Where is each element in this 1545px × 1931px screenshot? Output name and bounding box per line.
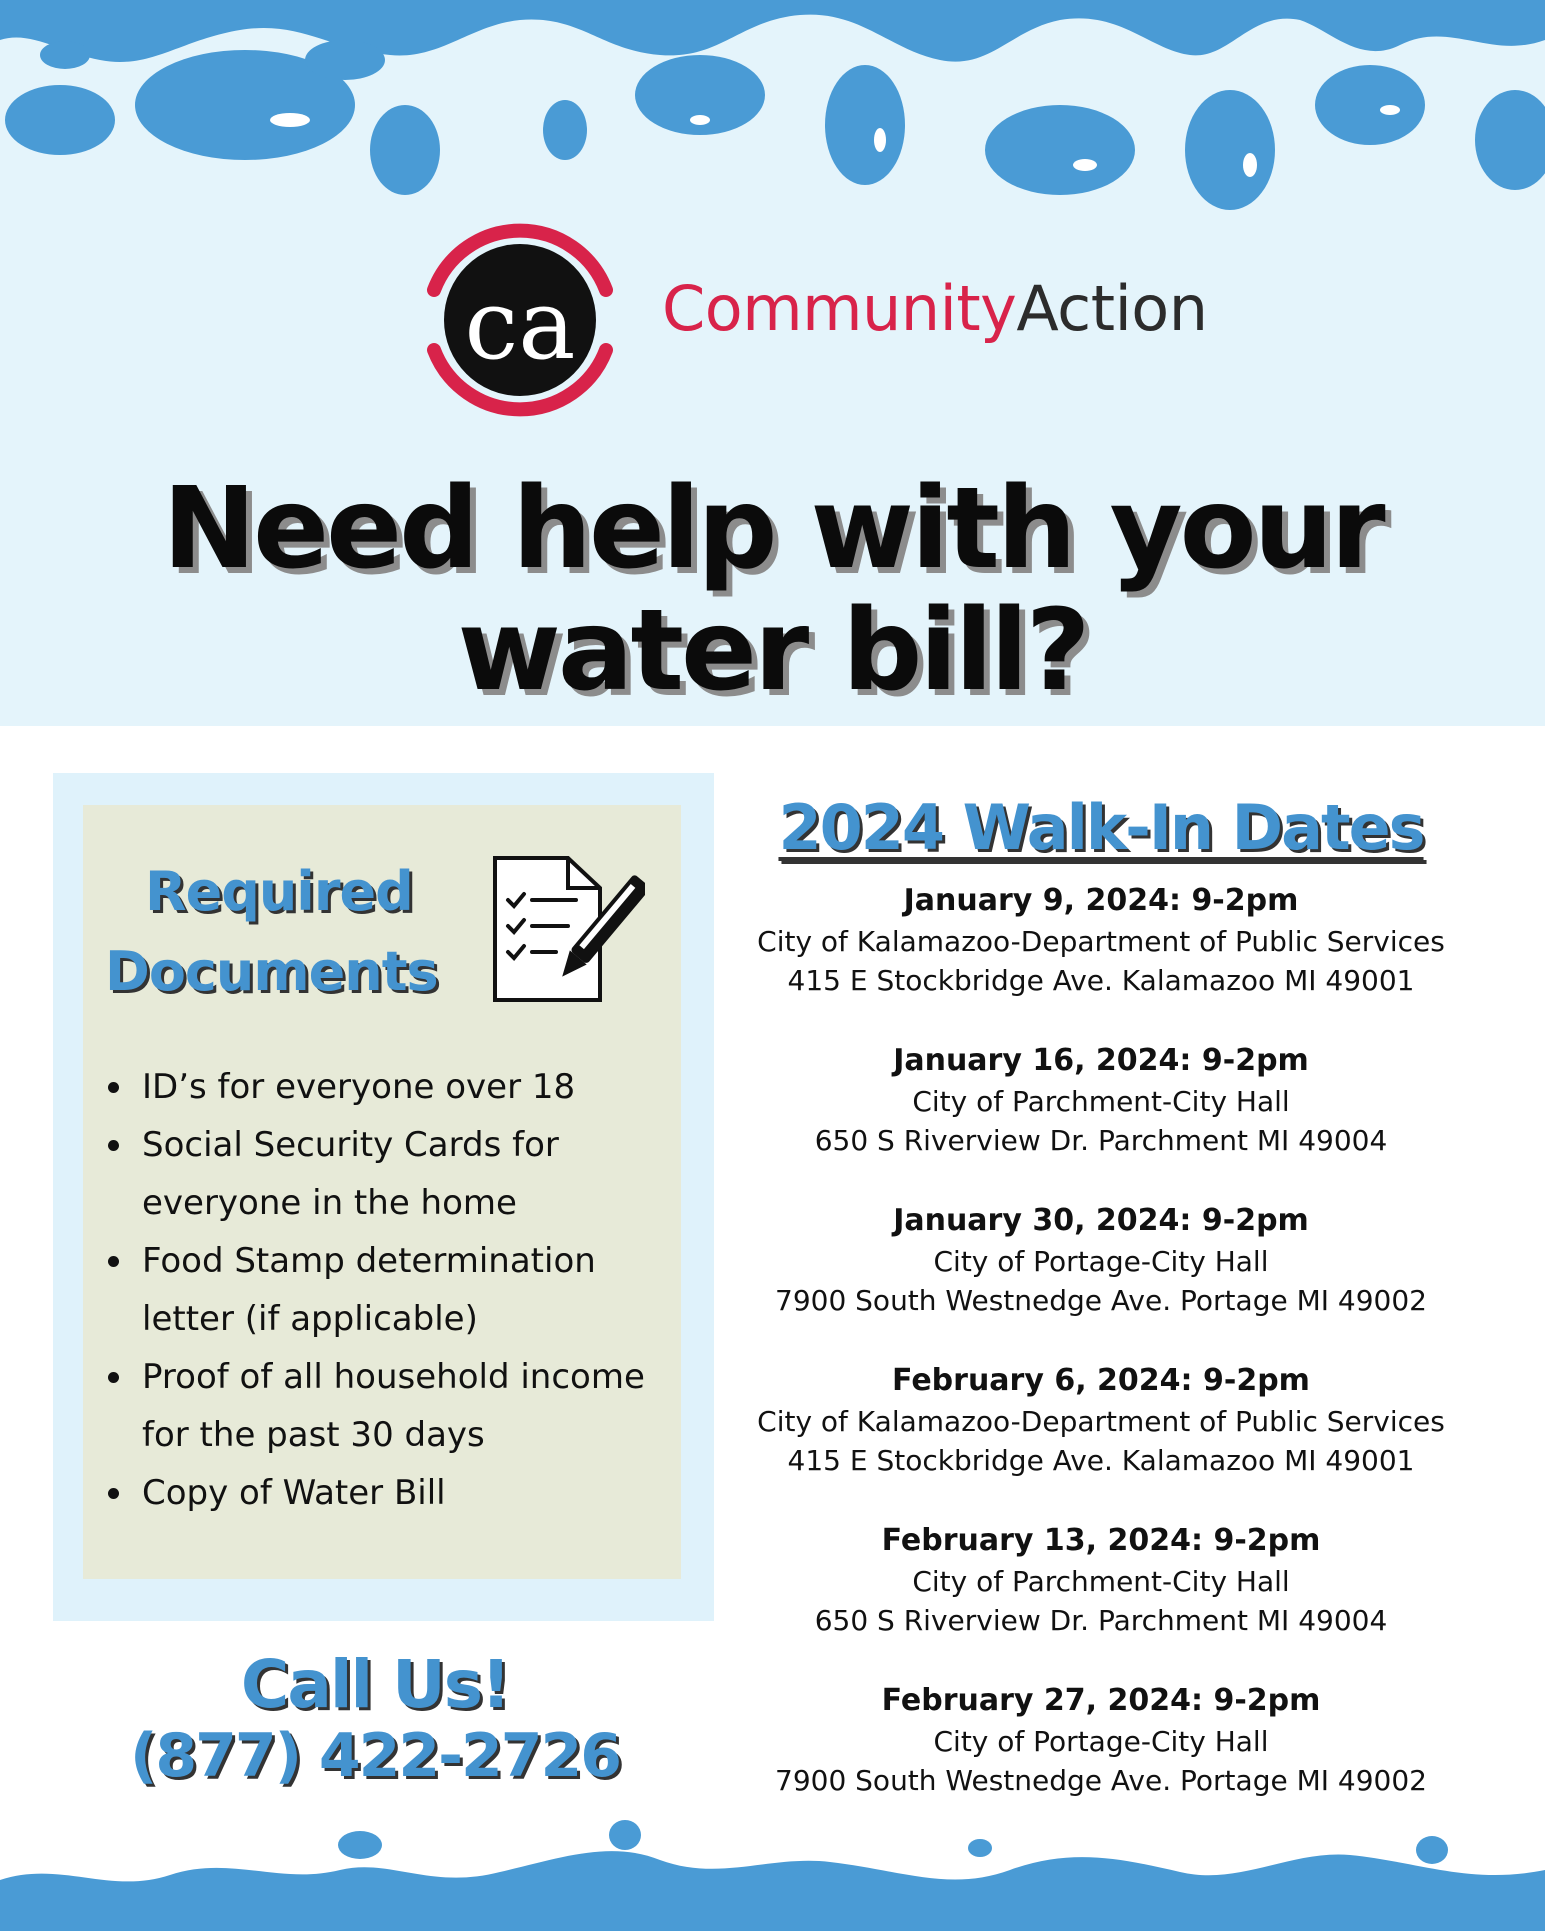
walk-in-events-list xyxy=(738,880,1464,1840)
event-location: City of Portage-City Hall xyxy=(933,1245,1269,1278)
event-date: February 27, 2024: 9-2pm xyxy=(881,1683,1321,1718)
logo-word-community: Community xyxy=(662,272,1017,345)
list-item xyxy=(738,1040,1464,1200)
event-date: January 16, 2024: 9-2pm xyxy=(893,1043,1309,1078)
event-location: City of Parchment-City Hall xyxy=(912,1565,1290,1598)
event-location: City of Portage-City Hall xyxy=(933,1725,1269,1758)
list-item: ID’s for everyone over 18 xyxy=(100,1058,680,1116)
list-item: Proof of all household income for the past 30 days xyxy=(100,1348,680,1464)
event-address: 415 E Stockbridge Ave. Kalamazoo MI 49001 xyxy=(787,1444,1415,1477)
event-date: February 6, 2024: 9-2pm xyxy=(892,1363,1310,1398)
required-documents-list xyxy=(100,1058,680,1522)
list-item xyxy=(738,1200,1464,1360)
list-item: Social Security Cards for everyone in the home xyxy=(100,1116,680,1232)
event-date: January 30, 2024: 9-2pm xyxy=(893,1203,1309,1238)
event-address: 7900 South Westnedge Ave. Portage MI 49002 xyxy=(775,1764,1427,1797)
walk-in-dates-title: 2024 Walk-In Dates xyxy=(778,791,1424,864)
event-address: 415 E Stockbridge Ave. Kalamazoo MI 49001 xyxy=(787,964,1415,997)
required-documents-title-line-2: Documents xyxy=(105,940,438,1003)
event-location: City of Parchment-City Hall xyxy=(912,1085,1290,1118)
list-item xyxy=(738,1520,1464,1680)
required-documents-title-line-1: Required xyxy=(145,860,413,923)
logo-wordmark xyxy=(662,272,1208,345)
community-action-logo xyxy=(390,190,1208,450)
call-us-label: Call Us! xyxy=(240,1646,510,1723)
event-address: 650 S Riverview Dr. Parchment MI 49004 xyxy=(814,1604,1388,1637)
list-item xyxy=(738,1360,1464,1520)
event-date: February 13, 2024: 9-2pm xyxy=(881,1523,1321,1558)
required-documents-title xyxy=(105,852,475,1012)
list-item: Copy of Water Bill xyxy=(100,1464,680,1522)
event-location: City of Kalamazoo-Department of Public Services xyxy=(757,1405,1445,1438)
list-item xyxy=(738,880,1464,1040)
ca-monogram-icon xyxy=(390,190,650,450)
event-date: January 9, 2024: 9-2pm xyxy=(903,883,1299,918)
event-address: 650 S Riverview Dr. Parchment MI 49004 xyxy=(814,1124,1388,1157)
page-title-line-1: Need help with your xyxy=(162,464,1383,594)
checklist-icon xyxy=(490,850,645,1005)
page-title-line-2: water bill? xyxy=(457,586,1088,716)
event-address: 7900 South Westnedge Ave. Portage MI 49002 xyxy=(775,1284,1427,1317)
page-title xyxy=(0,464,1545,716)
phone-number[interactable]: (877) 422-2726 xyxy=(129,1721,621,1791)
list-item: Food Stamp determination letter (if applicable) xyxy=(100,1232,680,1348)
logo-word-action: Action xyxy=(1016,272,1208,345)
event-location: City of Kalamazoo-Department of Public Services xyxy=(757,925,1445,958)
call-us-block xyxy=(110,1648,640,1790)
logo-monogram-text: ca xyxy=(464,269,576,381)
water-splash-bottom xyxy=(0,1800,1545,1931)
